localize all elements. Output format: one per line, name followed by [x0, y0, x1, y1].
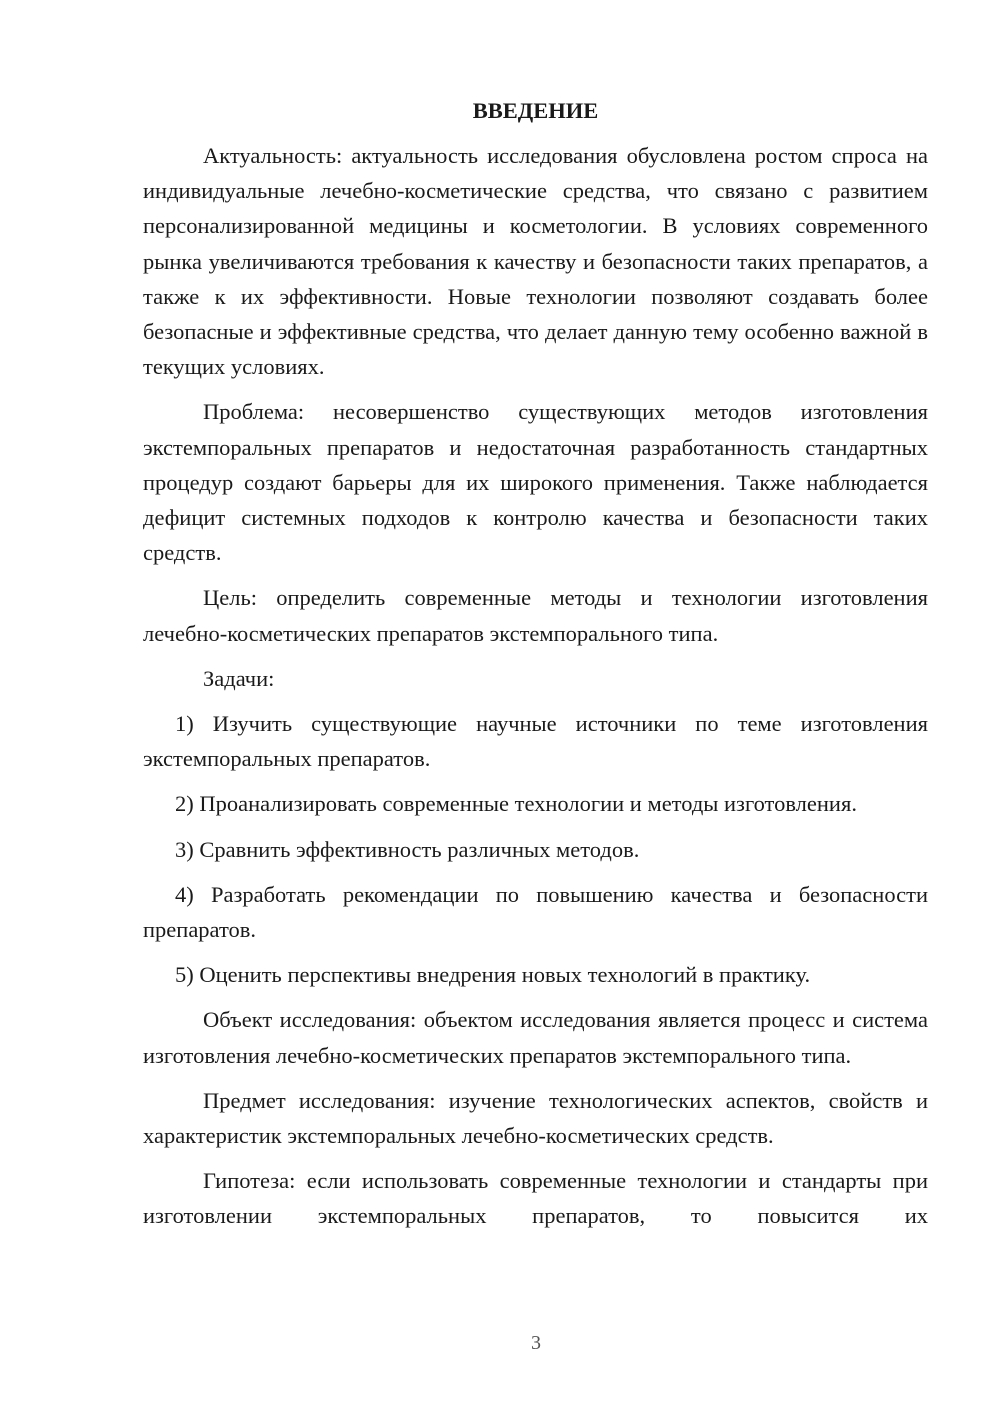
- section-heading: ВВЕДЕНИЕ: [472, 98, 599, 123]
- goal-paragraph: Цель: определить современные методы и технологии изготовления лечебно-косметических препаратов экстемпорального типа.: [143, 585, 928, 646]
- task-item-5: 5) Оценить перспективы внедрения новых технологий в практику.: [175, 962, 811, 988]
- subject-paragraph: Предмет исследования: изучение технологических аспектов, свойств и характеристик экстемпоральных лечебно-косметических средств.: [143, 1087, 928, 1149]
- hypothesis-paragraph: Гипотеза: если использовать современные технологии и стандарты при изготовлении экстемпоральных препаратов, то повысится их: [143, 1168, 928, 1229]
- task-item-3: 3) Сравнить эффективность различных методов.: [175, 836, 640, 862]
- document-page: [143, 93, 928, 1244]
- object-paragraph: Объект исследования: объектом исследования является процесс и система изготовления лечебно-косметических препаратов экстемпорального типа.: [143, 1007, 928, 1068]
- relevance-paragraph: Актуальность: актуальность исследования обусловлена ростом спроса на индивидуальные лечебно-косметические средства, что связано с развитием персонализированной медицины и косметологии. В условиях современного рынка увеличиваются требования к качеству и безопасности таких препаратов, а также к их эффективности. Новые технологии позволяют создавать более безопасные и эффективные средства, что делает данную тему особенно важной в текущих условиях.: [143, 143, 928, 380]
- problem-paragraph: Проблема: несовершенство существующих методов изготовления экстемпоральных препаратов и недостаточная разработанность стандартных процедур создают барьеры для их широкого применения. Также наблюдается дефицит системных подходов к контролю качества и безопасности таких средств.: [143, 399, 928, 566]
- task-item-1: 1) Изучить существующие научные источники по теме изготовления экстемпоральных препаратов.: [143, 711, 928, 772]
- task-item-4: 4) Разработать рекомендации по повышению качества и безопасности препаратов.: [143, 881, 928, 943]
- tasks-label: Задачи:: [203, 665, 275, 691]
- task-item-2: 2) Проанализировать современные технологии и методы изготовления.: [175, 791, 857, 817]
- page-number: 3: [531, 1332, 541, 1354]
